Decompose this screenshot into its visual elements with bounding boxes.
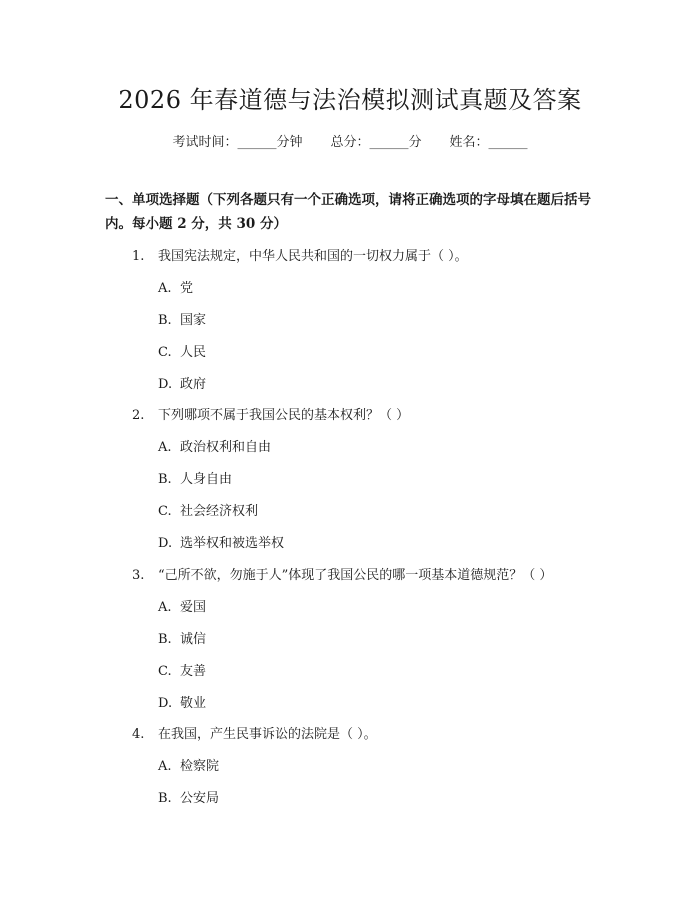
question-text: 下列哪项不属于我国公民的基本权利？（ ） [158, 408, 410, 423]
option-text: 友善 [180, 664, 207, 679]
option-letter: A. [158, 759, 172, 774]
option-text: 检察院 [180, 759, 220, 774]
question-2-option-b [158, 468, 232, 487]
option-letter: B. [158, 313, 172, 328]
document-title: 2026 年春道德与法治模拟测试真题及答案 [118, 86, 582, 114]
option-text: 人民 [180, 345, 207, 360]
question-3-option-b [158, 628, 206, 647]
question-number: 1. [132, 249, 145, 264]
question-3-option-c [158, 660, 206, 679]
option-letter: A. [158, 600, 172, 615]
option-letter: A. [158, 440, 172, 455]
question-1 [132, 245, 468, 264]
option-letter: D. [158, 536, 173, 551]
question-3-option-a [158, 596, 206, 615]
question-4-option-a [158, 755, 219, 774]
option-letter: C. [158, 345, 172, 360]
option-text: 诚信 [180, 632, 207, 647]
option-text: 选举权和被选举权 [180, 536, 285, 551]
question-3-option-d [158, 692, 206, 711]
question-1-option-a [158, 277, 193, 296]
question-number: 3. [132, 568, 145, 583]
option-text: 社会经济权利 [180, 504, 259, 519]
section-heading: 一、单项选择题（下列各题只有一个正确选项，请将正确选项的字母填在题后括号内。每小题 2 分，共 30 分） [105, 192, 591, 232]
option-text: 敬业 [180, 696, 207, 711]
question-3 [132, 564, 552, 583]
exam-name: 姓名：______ [449, 135, 528, 150]
option-letter: C. [158, 664, 172, 679]
option-text: 国家 [180, 313, 207, 328]
question-number: 4. [132, 727, 145, 742]
question-text: 我国宪法规定，中华人民共和国的一切权力属于（ ）。 [158, 249, 468, 264]
option-letter: C. [158, 504, 172, 519]
exam-meta [0, 131, 700, 150]
exam-score: 总分：______分 [330, 135, 422, 150]
question-2 [132, 404, 409, 423]
option-text: 爱国 [180, 600, 207, 615]
option-letter: D. [158, 377, 173, 392]
question-text: “己所不欲，勿施于人”体现了我国公民的哪一项基本道德规范？（ ） [158, 568, 553, 583]
question-4 [132, 723, 377, 742]
option-text: 党 [180, 281, 194, 296]
question-4-option-b [158, 787, 219, 806]
option-letter: B. [158, 472, 172, 487]
option-text: 公安局 [180, 791, 220, 806]
question-2-option-c [158, 500, 258, 519]
question-1-option-c [158, 341, 206, 360]
question-1-option-d [158, 373, 206, 392]
question-text: 在我国，产生民事诉讼的法院是（ ）。 [158, 727, 377, 742]
option-letter: A. [158, 281, 172, 296]
option-text: 政治权利和自由 [180, 440, 272, 455]
question-2-option-a [158, 436, 271, 455]
option-letter: B. [158, 632, 172, 647]
option-letter: D. [158, 696, 173, 711]
question-1-option-b [158, 309, 206, 328]
exam-time: 考试时间：______分钟 [172, 135, 303, 150]
question-2-option-d [158, 532, 284, 551]
question-number: 2. [132, 408, 145, 423]
option-text: 人身自由 [180, 472, 233, 487]
option-text: 政府 [180, 377, 207, 392]
option-letter: B. [158, 791, 172, 806]
